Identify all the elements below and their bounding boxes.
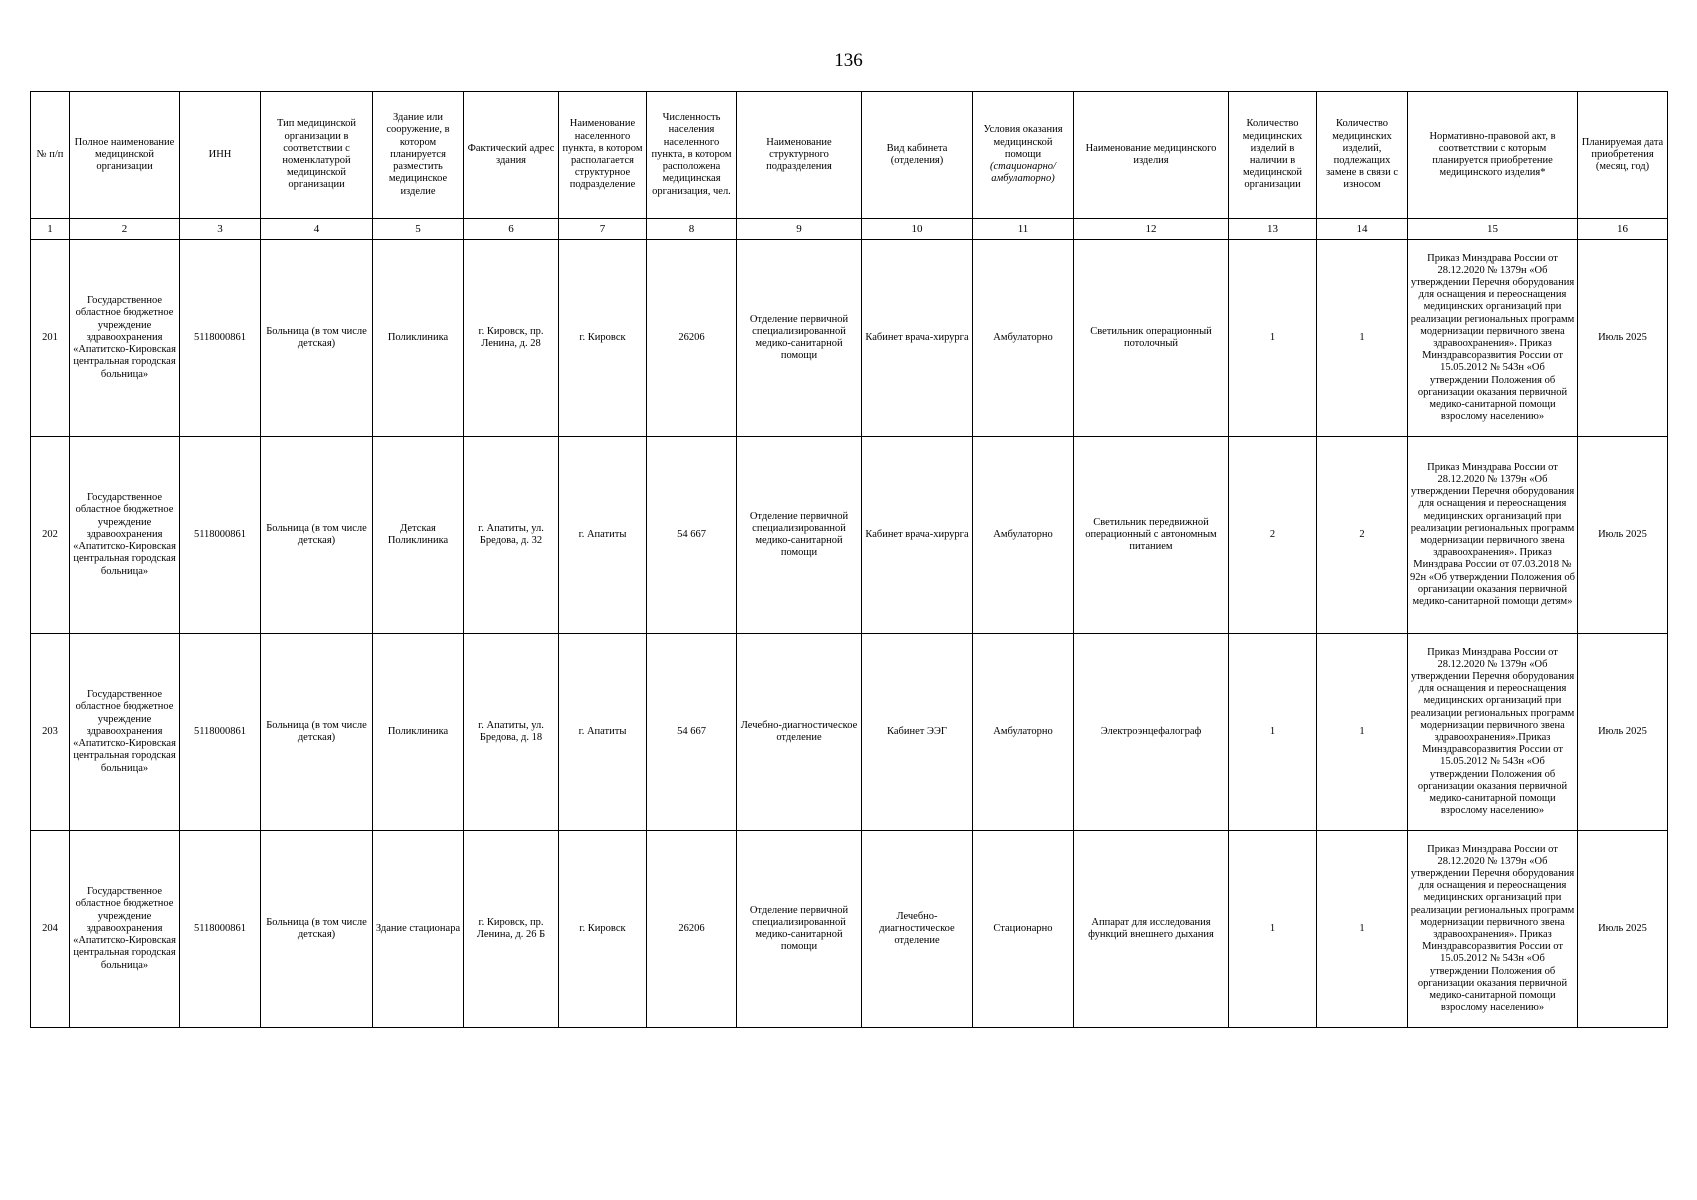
organization-type: Больница (в том числе детская): [261, 831, 373, 1028]
header-conditions-label: Условия оказания медицинской помощи: [983, 124, 1063, 160]
header-conditions-note: (стационарно/ амбулаторно): [990, 161, 1056, 185]
division: Лечебно-диагностическое отделение: [737, 634, 862, 831]
column-number: 7: [559, 219, 647, 240]
header-cell: Фактический адрес здания: [464, 92, 559, 219]
locality: г. Апатиты: [559, 437, 647, 634]
column-number: 12: [1074, 219, 1229, 240]
header-cell: Нормативно-правовой акт, в соответствии с которым планируется приобретение медицинского изделия*: [1408, 92, 1578, 219]
header-cell-conditions: [973, 92, 1074, 219]
address: г. Апатиты, ул. Бредова, д. 32: [464, 437, 559, 634]
cabinet: Лечебно-диагностическое отделение: [862, 831, 973, 1028]
table-row: [31, 634, 1668, 831]
organization-name: Государственное областное бюджетное учреждение здравоохранения «Апатитско-Кировская центральная городская больница»: [70, 437, 180, 634]
table-row: [31, 240, 1668, 437]
purchase-date: Июль 2025: [1578, 437, 1668, 634]
address: г. Апатиты, ул. Бредова, д. 18: [464, 634, 559, 831]
qty-available: 1: [1229, 240, 1317, 437]
division: Отделение первичной специализированной медико-санитарной помощи: [737, 240, 862, 437]
inn: 5118000861: [180, 437, 261, 634]
device-name: Светильник операционный потолочный: [1074, 240, 1229, 437]
header-cell: Вид кабинета (отделения): [862, 92, 973, 219]
cabinet: Кабинет врача-хирурга: [862, 240, 973, 437]
inn: 5118000861: [180, 831, 261, 1028]
organization-name: Государственное областное бюджетное учреждение здравоохранения «Апатитско-Кировская центральная городская больница»: [70, 831, 180, 1028]
division: Отделение первичной специализированной медико-санитарной помощи: [737, 437, 862, 634]
column-number: 5: [373, 219, 464, 240]
row-number: 203: [31, 634, 70, 831]
qty-replace: 2: [1317, 437, 1408, 634]
regulation: Приказ Минздрава России от 28.12.2020 № 1379н «Об утверждении Перечня оборудования для оснащения и переоснащения медицинских организаций при реализации региональных программ модернизации первичного звена здравоохранения». Приказ Минздравсоразвития России от 15.05.2012 № 543н «Об утверждении Положения об организации оказания первичной медико-санитарной помощи взрослому населению»: [1408, 240, 1578, 437]
device-name: Электроэнцефалограф: [1074, 634, 1229, 831]
column-number: 2: [70, 219, 180, 240]
row-number: 204: [31, 831, 70, 1028]
purchase-date: Июль 2025: [1578, 240, 1668, 437]
inn: 5118000861: [180, 634, 261, 831]
page-number: 136: [834, 50, 863, 71]
conditions: Стационарно: [973, 831, 1074, 1028]
column-number: 3: [180, 219, 261, 240]
conditions: Амбулаторно: [973, 240, 1074, 437]
locality: г. Кировск: [559, 831, 647, 1028]
header-cell: Наименование медицинского изделия: [1074, 92, 1229, 219]
equipment-table: [30, 91, 1668, 1028]
table-row: [31, 437, 1668, 634]
header-cell: № п/п: [31, 92, 70, 219]
qty-available: 2: [1229, 437, 1317, 634]
column-number: 8: [647, 219, 737, 240]
column-number: 10: [862, 219, 973, 240]
building: Детская Поликлиника: [373, 437, 464, 634]
inn: 5118000861: [180, 240, 261, 437]
locality: г. Кировск: [559, 240, 647, 437]
organization-type: Больница (в том числе детская): [261, 437, 373, 634]
division: Отделение первичной специализированной медико-санитарной помощи: [737, 831, 862, 1028]
qty-available: 1: [1229, 634, 1317, 831]
column-number: 15: [1408, 219, 1578, 240]
header-cell: Тип медицинской организации в соответствии с номенклатурой медицинской организации: [261, 92, 373, 219]
qty-replace: 1: [1317, 240, 1408, 437]
column-number: 6: [464, 219, 559, 240]
organization-name: Государственное областное бюджетное учреждение здравоохранения «Апатитско-Кировская центральная городская больница»: [70, 634, 180, 831]
organization-type: Больница (в том числе детская): [261, 240, 373, 437]
qty-replace: 1: [1317, 634, 1408, 831]
regulation: Приказ Минздрава России от 28.12.2020 № 1379н «Об утверждении Перечня оборудования для оснащения и переоснащения медицинских организаций при реализации региональных программ модернизации первичного звена здравоохранения». Приказ Минздравсоразвития России от 15.05.2012 № 543н «Об утверждении Положения об организации оказания первичной медико-санитарной помощи взрослому населению»: [1408, 831, 1578, 1028]
purchase-date: Июль 2025: [1578, 831, 1668, 1028]
column-number: 4: [261, 219, 373, 240]
header-cell: Численность населения населенного пункта, в котором расположена медицинская организация, чел.: [647, 92, 737, 219]
conditions: Амбулаторно: [973, 437, 1074, 634]
header-cell: ИНН: [180, 92, 261, 219]
cabinet: Кабинет ЭЭГ: [862, 634, 973, 831]
locality: г. Апатиты: [559, 634, 647, 831]
row-number: 201: [31, 240, 70, 437]
population: 26206: [647, 831, 737, 1028]
organization-name: Государственное областное бюджетное учреждение здравоохранения «Апатитско-Кировская центральная городская больница»: [70, 240, 180, 437]
header-cell: Полное наименование медицинской организации: [70, 92, 180, 219]
regulation: Приказ Минздрава России от 28.12.2020 № 1379н «Об утверждении Перечня оборудования для оснащения и переоснащения медицинских организаций при реализации региональных программ модернизации первичного звена здравоохранения». Приказ Минздрава России от 07.03.2018 № 92н «Об утверждении Положения об организации оказания первичной медико-санитарной помощи детям»: [1408, 437, 1578, 634]
building: Поликлиника: [373, 634, 464, 831]
building: Поликлиника: [373, 240, 464, 437]
header-cell: Наименование населенного пункта, в котором располагается структурное подразделение: [559, 92, 647, 219]
qty-available: 1: [1229, 831, 1317, 1028]
row-number: 202: [31, 437, 70, 634]
address: г. Кировск, пр. Ленина, д. 26 Б: [464, 831, 559, 1028]
header-cell: Планируемая дата приобретения (месяц, год): [1578, 92, 1668, 219]
header-cell: Наименование структурного подразделения: [737, 92, 862, 219]
device-name: Аппарат для исследования функций внешнего дыхания: [1074, 831, 1229, 1028]
column-number: 9: [737, 219, 862, 240]
column-number: 1: [31, 219, 70, 240]
conditions: Амбулаторно: [973, 634, 1074, 831]
column-number: 16: [1578, 219, 1668, 240]
purchase-date: Июль 2025: [1578, 634, 1668, 831]
header-cell: Количество медицинских изделий в наличии в медицинской организации: [1229, 92, 1317, 219]
table-row: [31, 831, 1668, 1028]
column-number: 14: [1317, 219, 1408, 240]
population: 54 667: [647, 437, 737, 634]
qty-replace: 1: [1317, 831, 1408, 1028]
population: 54 667: [647, 634, 737, 831]
header-cell: Здание или сооружение, в котором планируется разместить медицинское изделие: [373, 92, 464, 219]
column-number: 11: [973, 219, 1074, 240]
regulation: Приказ Минздрава России от 28.12.2020 № 1379н «Об утверждении Перечня оборудования для оснащения и переоснащения медицинских организаций при реализации региональных программ модернизации первичного звена здравоохранения».Приказ Минздравсоразвития России от 15.05.2012 № 543н «Об утверждении Положения об организации оказания первичной медико-санитарной помощи взрослому населению»: [1408, 634, 1578, 831]
header-row: [31, 92, 1668, 219]
column-number-row: [31, 219, 1668, 240]
device-name: Светильник передвижной операционный с автономным питанием: [1074, 437, 1229, 634]
building: Здание стационара: [373, 831, 464, 1028]
header-cell: Количество медицинских изделий, подлежащих замене в связи с износом: [1317, 92, 1408, 219]
organization-type: Больница (в том числе детская): [261, 634, 373, 831]
column-number: 13: [1229, 219, 1317, 240]
population: 26206: [647, 240, 737, 437]
cabinet: Кабинет врача-хирурга: [862, 437, 973, 634]
address: г. Кировск, пр. Ленина, д. 28: [464, 240, 559, 437]
